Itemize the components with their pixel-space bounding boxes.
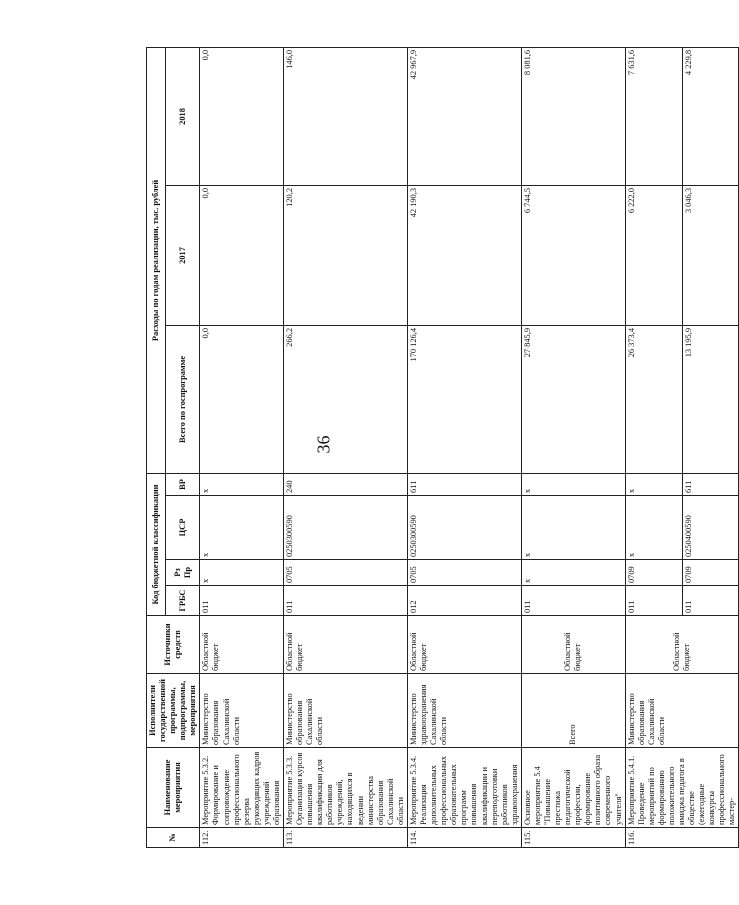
cell-total: 170 126,4 [407,325,521,473]
cell-2017: 3 046,3 [682,185,739,325]
cell-grbs: 012 [407,586,521,616]
rotated-table-container [146,48,737,848]
cell-grbs: 011 [682,586,739,616]
cell-grbs: 011 [521,586,625,616]
cell-source: Областной бюджет [521,616,625,674]
cell-2018: 8 081,6 [521,47,625,185]
page-number: 36 [313,435,334,454]
cell-vr: x [200,473,284,495]
header-name: Наименование мероприятия [147,748,200,828]
cell-rzpr: 0705 [407,560,521,586]
header-source: Источники средств [147,616,200,674]
table-row [407,47,521,847]
cell-num: 115. [521,828,625,848]
cell-grbs: 011 [200,586,284,616]
cell-name: Мероприятие 5.3.3. Организация курсов повышения квалификации для работников учреждений, находящихся в ведении министерства образования Сахалинской области [284,748,408,828]
cell-rzpr: x [521,560,625,586]
table-row [284,47,408,847]
cell-num: 113. [284,828,408,848]
cell-2017: 6 222,0 [625,185,682,325]
cell-csr: x [200,496,284,560]
cell-name: Мероприятие 5.4.1. Проведение мероприятий по формированию положительного имиджа педагога в обществе (ежегодные конкурсы профессионального мастер- [625,748,739,828]
cell-csr: 0250400590 [682,496,739,560]
cell-csr: x [625,496,682,560]
cell-total: 266,2 [284,325,408,473]
cell-name: Основное мероприятие 5.4 "Повышение престижа педагогической профессии, формирование позитивного образа современного учителя" [521,748,625,828]
cell-name: Мероприятие 5.3.2. Формирование и сопровождение профессионального резерва руководящих кадров учреждений образования [200,748,284,828]
cell-rzpr: 0709 [625,560,682,586]
cell-grbs: 011 [284,586,408,616]
header-2017: 2017 [166,185,200,325]
cell-vr: 240 [284,473,408,495]
cell-2018: 146,0 [284,47,408,185]
cell-executor: Министерство здравоохранения Сахалинской области [407,674,521,748]
cell-executor: Министерство образования Сахалинской области [625,674,739,748]
cell-num: 112. [200,828,284,848]
header-expenses: Расходы по годам реализации, тыс. рублей [147,47,166,473]
header-total: Всего по госпрограмме [166,325,200,473]
cell-2017: 120,2 [284,185,408,325]
cell-num: 116. [625,828,739,848]
cell-2017: 42 190,3 [407,185,521,325]
cell-2017: 6 744,5 [521,185,625,325]
cell-csr: 0250300590 [407,496,521,560]
table-row [521,47,625,847]
header-rzpr: Рз Пр [166,560,200,586]
cell-grbs: 011 [625,586,682,616]
cell-rzpr: 0709 [682,560,739,586]
cell-2017: 0,0 [200,185,284,325]
header-csr: ЦСР [166,496,200,560]
cell-source: Областной бюджет [625,616,739,674]
cell-total: 27 845,9 [521,325,625,473]
header-budget-code: Код бюджетной классификации [147,473,166,615]
cell-2018: 7 631,6 [625,47,682,185]
header-2018: 2018 [166,47,200,185]
cell-vr: 611 [682,473,739,495]
header-vr: ВР [166,473,200,495]
cell-2018: 0,0 [200,47,284,185]
cell-total: 13 195,9 [682,325,739,473]
cell-2018: 42 967,9 [407,47,521,185]
cell-source: Областной бюджет [200,616,284,674]
table-row [625,47,682,847]
header-grbs: ГРБС [166,586,200,616]
cell-executor: Всего [521,674,625,748]
cell-vr: 611 [407,473,521,495]
cell-csr: x [521,496,625,560]
cell-csr: 0250300590 [284,496,408,560]
budget-table [146,47,739,848]
cell-rzpr: 0705 [284,560,408,586]
cell-num: 114. [407,828,521,848]
cell-total: 26 373,4 [625,325,682,473]
cell-executor: Министерство образования Сахалинской области [200,674,284,748]
cell-source: Областной бюджет [407,616,521,674]
cell-vr: x [521,473,625,495]
header-executor: Исполнители государственной программы, подпрограммы, мероприятия [147,674,200,748]
cell-vr: x [625,473,682,495]
cell-total: 0,0 [200,325,284,473]
header-num: № [147,828,200,848]
cell-executor: Министерство образования Сахалинской области [284,674,408,748]
cell-name: Мероприятие 5.3.4. Реализация дополнительных профессиональных образовательных программ повышения квалификации и переподготовки работников здравоохранения [407,748,521,828]
cell-source: Областной бюджет [284,616,408,674]
cell-rzpr: x [200,560,284,586]
cell-2018: 4 229,8 [682,47,739,185]
table-row [200,47,284,847]
